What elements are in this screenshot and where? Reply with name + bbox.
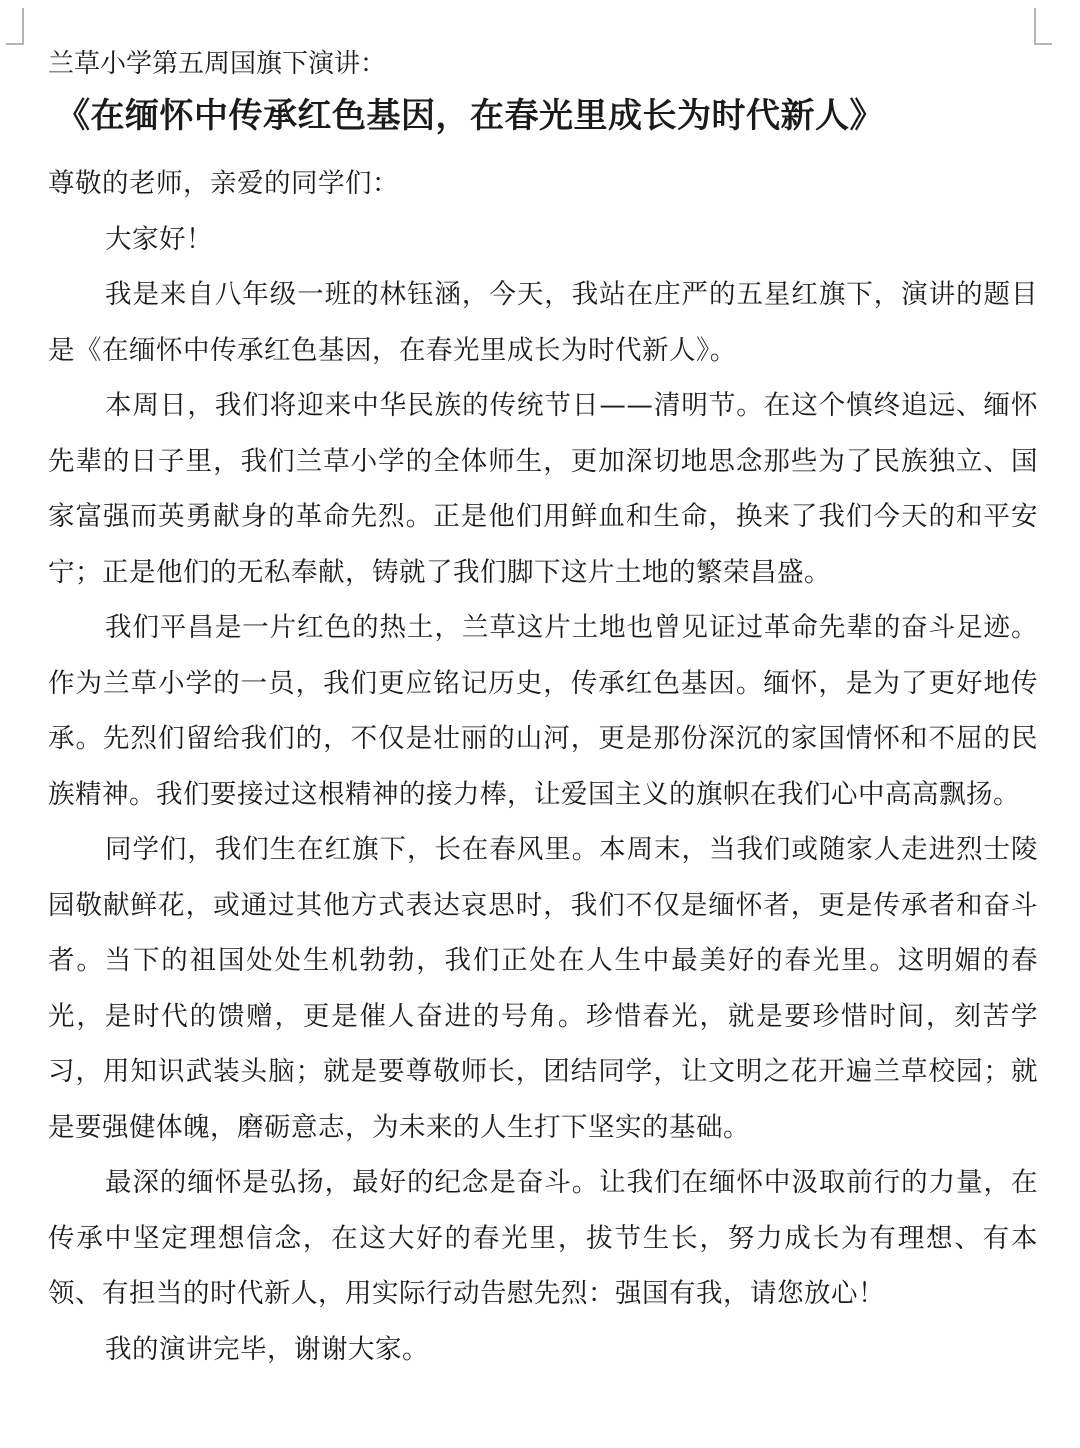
page-corner-mark-top-right — [1034, 8, 1052, 45]
greeting: 大家好！ — [105, 223, 213, 255]
document-subtitle: 兰草小学第五周国旗下演讲： — [48, 49, 387, 79]
page-corner-mark-top-left — [6, 8, 24, 45]
salutation: 尊敬的老师，亲爱的同学们： — [48, 168, 399, 199]
paragraph-qingming: 本周日，我们将迎来中华民族的传统节日——清明节。在这个慎终追远、缅怀先辈的日子里，我们兰草小学的全体师生，更加深切地思念那些为了民族独立、国家富强而英勇献身的革命先烈。正是他们用鲜血和生命，换来了我们今天的和平安宁；正是他们的无私奉献，铸就了我们脚下这片土地的繁荣昌盛。 — [48, 390, 1038, 588]
paragraph-spring: 同学们，我们生在红旗下，长在春风里。本周末，当我们或随家人走进烈士陵园敬献鲜花，或通过其他方式表达哀思时，我们不仅是缅怀者，更是传承者和奋斗者。当下的祖国处处生机勃勃，我们正处在人生中最美好的春光里。这明媚的春光，是时代的馈赠，更是催人奋进的号角。珍惜春光，就是要珍惜时间，刻苦学习，用知识武装头脑；就是要尊敬师长，团结同学，让文明之花开遍兰草校园；就是要强健体魄，磨砺意志，为未来的人生打下坚实的基础。 — [48, 834, 1038, 1143]
paragraph-heritage: 我们平昌是一片红色的热土，兰草这片土地也曾见证过革命先辈的奋斗足迹。作为兰草小学的一员，我们更应铭记历史，传承红色基因。缅怀，是为了更好地传承。先烈们留给我们的，不仅是壮丽的山河，更是那份深沉的家国情怀和不屈的民族精神。我们要接过这根精神的接力棒，让爱国主义的旗帜在我们心中高高飘扬。 — [48, 612, 1038, 810]
paragraph-introduction: 我是来自八年级一班的林钰涵，今天，我站在庄严的五星红旗下，演讲的题目是《在缅怀中传承红色基因，在春光里成长为时代新人》。 — [48, 279, 1038, 366]
document-page — [48, 44, 1038, 1377]
paragraph-conclusion: 最深的缅怀是弘扬，最好的纪念是奋斗。让我们在缅怀中汲取前行的力量，在传承中坚定理想信念，在这大好的春光里，拔节生长，努力成长为有理想、有本领、有担当的时代新人，用实际行动告慰先烈：强国有我，请您放心！ — [48, 1167, 1038, 1309]
document-title: 《在缅怀中传承红色基因，在春光里成长为时代新人》 — [56, 96, 884, 136]
closing: 我的演讲完毕，谢谢大家。 — [105, 1333, 429, 1365]
